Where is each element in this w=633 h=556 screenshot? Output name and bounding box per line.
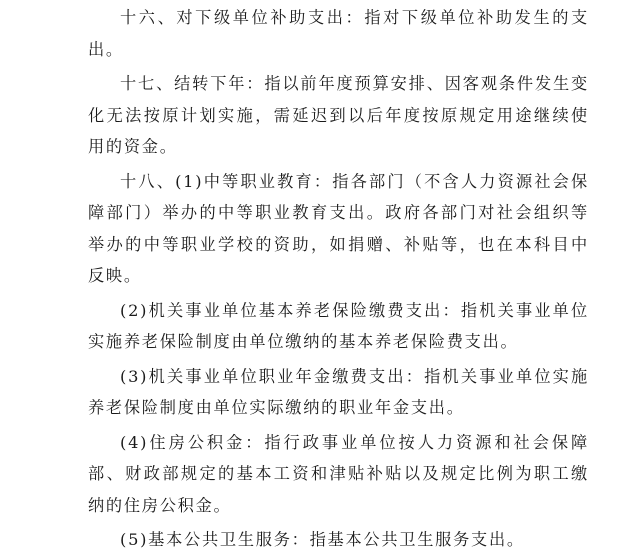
paragraph-item-18-1: 十八、(1)中等职业教育：指各部门（不含人力资源社会保障部门）举办的中等职业教育支出。政府各部门对社会组织等举办的中等职业学校的资助，如捐赠、补贴等，也在本科目中反映。 bbox=[88, 171, 589, 285]
paragraph-item-18-3: (3)机关事业单位职业年金缴费支出：指机关事业单位实施养老保险制度由单位实际缴纳的职业年金支出。 bbox=[88, 366, 589, 417]
paragraph-item-17: 十七、结转下年：指以前年度预算安排、因客观条件发生变化无法按原计划实施，需延迟到以后年度按原规定用途继续使用的资金。 bbox=[88, 74, 589, 156]
paragraph-item-18-4: (4)住房公积金：指行政事业单位按人力资源和社会保障部、财政部规定的基本工资和津贴补贴以及规定比例为职工缴纳的住房公积金。 bbox=[88, 432, 589, 515]
paragraph-item-18-5: (5)基本公共卫生服务：指基本公共卫生服务支出。 bbox=[120, 530, 525, 549]
paragraph-item-16: 十六、对下级单位补助支出：指对下级单位补助发生的支出。 bbox=[88, 8, 589, 59]
paragraph-item-18-2: (2)机关事业单位基本养老保险缴费支出：指机关事业单位实施养老保险制度由单位缴纳的基本养老保险费支出。 bbox=[88, 300, 589, 351]
